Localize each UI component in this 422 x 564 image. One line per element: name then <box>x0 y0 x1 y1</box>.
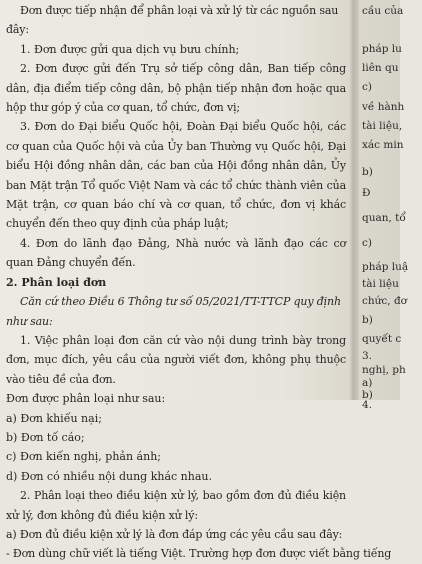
type-c: c) Đơn kiến nghị, phản ánh; <box>6 450 161 464</box>
right-fragment-line: b) <box>362 314 373 326</box>
right-fragment-line: b) <box>362 166 373 178</box>
source-item-3: 3. Đơn do Đại biểu Quốc hội, Đoàn Đại biểu Quốc hội, các cơ quan của Quốc hội và của Ủy ban Thường vụ Quốc hội, Đại biểu Hội đồng nhân dân, các ban của Hội đồng nhân dân, Ủy ban Mặt trận Tổ quốc Việt Nam và các tổ chức thành viên của Mặt trận, cơ quan báo chí và cơ quan, tổ chức, đơn vị khác chuyển đến theo quy định của pháp luật; <box>6 120 346 231</box>
clause-2: 2. Phân loại theo điều kiện xử lý, bao gồm đơn đủ điều kiện xử lý, đơn không đủ điều kiện xử lý: <box>6 489 346 522</box>
right-fragment-line: tài liệu <box>362 278 399 290</box>
right-fragment-line: chức, đơ <box>362 295 408 307</box>
source-item-4: 4. Đơn do lãnh đạo Đảng, Nhà nước và lãnh đạo các cơ quan Đảng chuyển đến. <box>6 236 346 270</box>
type-d: d) Đơn có nhiều nội dung khác nhau. <box>6 469 212 483</box>
right-fragment-line: 4. <box>362 399 373 411</box>
basis-line: Căn cứ theo Điều 6 Thông tư số 05/2021/TT-TTCP quy định như sau: <box>6 295 341 328</box>
right-fragment-line: b) <box>362 389 373 401</box>
clause-1: 1. Việc phân loại đơn căn cứ vào nội dung trình bày trong đơn, mục đích, yêu cầu của người viết đơn, không phụ thuộc vào tiêu đề của đơn. <box>6 333 346 386</box>
source-item-1: 1. Đơn được gửi qua dịch vụ bưu chính; <box>20 42 240 56</box>
right-fragment-line: về hành <box>362 101 405 113</box>
right-fragment-line: pháp luậ <box>362 261 409 273</box>
right-fragment-line: quyết c <box>362 333 402 345</box>
right-fragment-line: pháp lu <box>362 43 402 55</box>
right-fragment-line: Đ <box>362 187 371 199</box>
clause-2-a-dash: - Đơn dùng chữ viết là tiếng Việt. Trường hợp đơn được viết bằng tiếng <box>6 547 392 561</box>
section-heading: 2. Phân loại đơn <box>6 275 107 289</box>
intro-line: Đơn được tiếp nhận để phân loại và xử lý từ các nguồn sau đây: <box>6 4 339 37</box>
book-gutter <box>349 0 359 400</box>
right-fragment-line: cầu của <box>362 5 404 17</box>
clause-2-a: a) Đơn đủ điều kiện xử lý là đơn đáp ứng các yêu cầu sau đây: <box>6 527 343 541</box>
right-page-fragment <box>362 0 422 411</box>
right-fragment-line: xác min <box>362 139 404 151</box>
clause-1-sub: Đơn được phân loại như sau: <box>6 392 166 406</box>
right-fragment-line: a) <box>362 377 373 389</box>
right-fragment-line: nghị, ph <box>362 364 406 376</box>
type-a: a) Đơn khiếu nại; <box>6 411 102 425</box>
right-fragment-line: tài liệu, <box>362 120 403 132</box>
right-fragment-line: quan, tổ <box>362 212 406 224</box>
right-fragment-line: liên qu <box>362 62 399 74</box>
right-fragment-line: c) <box>362 237 372 249</box>
right-fragment-line: 3. <box>362 350 373 362</box>
source-item-2: 2. Đơn được gửi đến Trụ sở tiếp công dân, Ban tiếp công dân, địa điểm tiếp công dân, bộ phận tiếp nhận đơn hoặc qua hộp thư góp ý của cơ quan, tổ chức, đơn vị; <box>6 62 346 115</box>
right-fragment-line: c) <box>362 81 372 93</box>
type-b: b) Đơn tố cáo; <box>6 430 85 444</box>
